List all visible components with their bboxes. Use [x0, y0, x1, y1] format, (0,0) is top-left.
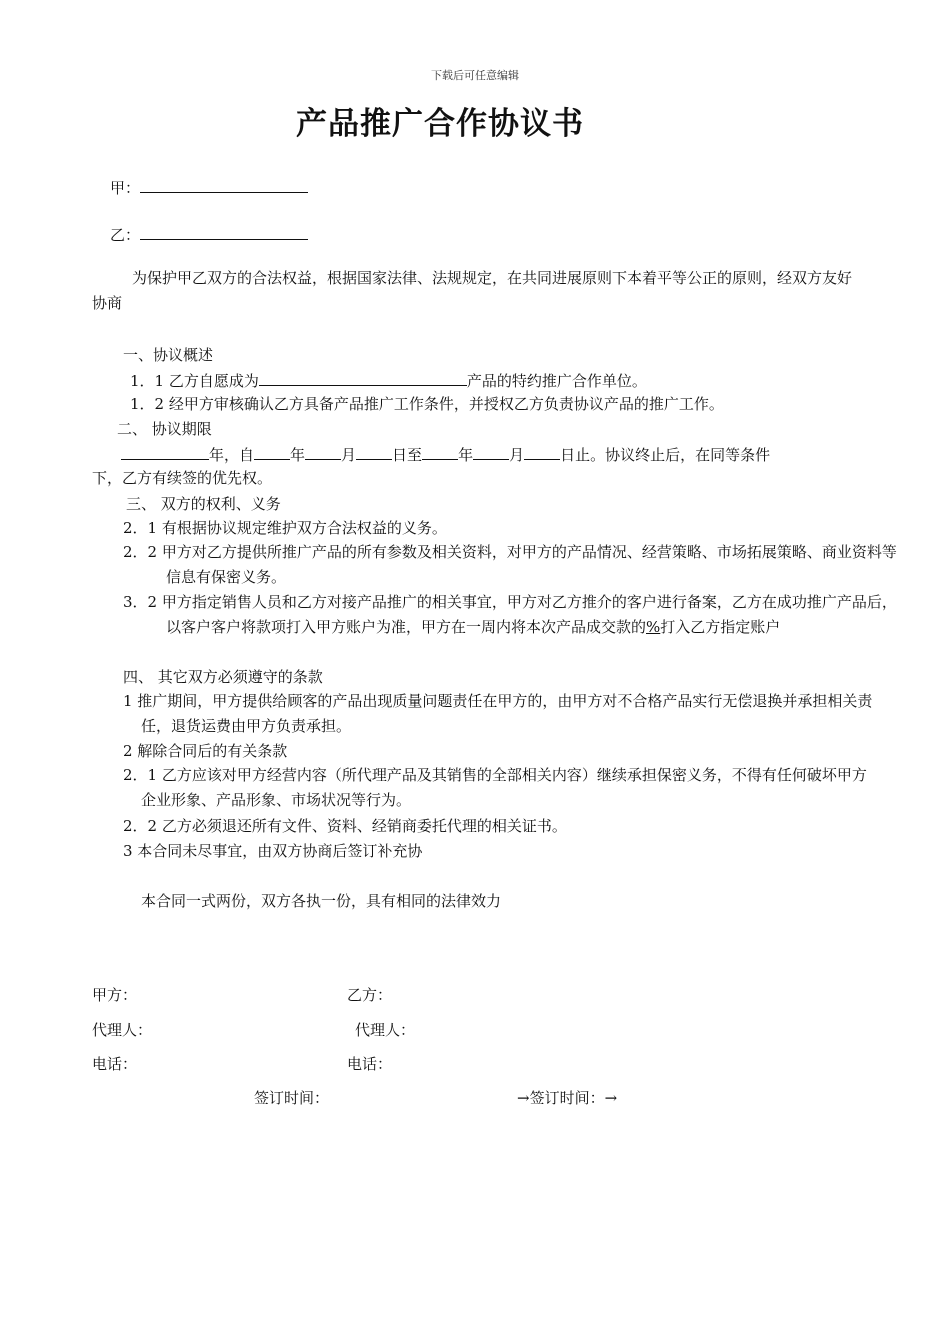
- section-2-heading: 二、 协议期限: [117, 420, 212, 438]
- section-4-item-4: 2．2 乙方必须退还所有文件、资料、经销商委托代理的相关证书。: [123, 817, 567, 835]
- party-a-blank[interactable]: [140, 176, 308, 193]
- item-3-2-tail: 打入乙方指定账户: [660, 618, 781, 636]
- header-note: 下载后可任意编辑: [431, 69, 519, 82]
- section-4-item-1: 1 推广期间，甲方提供给顾客的产品出现质量问题责任在甲方的，由甲方对不合格产品实行无偿退换并承担相关责任，退货运费由甲方负责承担。: [123, 692, 873, 735]
- sig-party-a: 甲方：: [92, 986, 138, 1004]
- end-day-blank[interactable]: [524, 443, 560, 460]
- section-4-item-3: 2．1 乙方应该对甲方经营内容（所代理产品及其销售的全部相关内容）继续承担保密义务，不得有任何破坏甲方企业形象、产品形象、市场状况等行为。: [123, 766, 867, 809]
- item-1-1-suffix: 产品的特约推广合作单位。: [466, 372, 647, 390]
- sig-date-b: →签订时间：→: [517, 1089, 618, 1107]
- party-b-label: 乙：: [110, 226, 141, 244]
- party-b-line: [110, 223, 308, 245]
- sig-phone-a: 电话：: [92, 1055, 138, 1073]
- party-a-label: 甲：: [110, 179, 141, 197]
- document-title: 产品推广合作协议书: [296, 106, 584, 142]
- preamble: 为保护甲乙双方的合法权益，根据国家法律、法规规定，在共同进展原则下本着平等公正的原则，经双方友好协商: [92, 269, 853, 312]
- item-3-2-text: 3．2 甲方指定销售人员和乙方对接产品推广的相关事宜，甲方对乙方推介的客户进行备案，乙方在成功推广产品后，以客户客户将款项打入甲方账户为准，甲方在一周内将本次产品成交款的: [123, 593, 897, 636]
- party-b-blank[interactable]: [140, 223, 308, 240]
- end-month-blank[interactable]: [473, 443, 509, 460]
- section-4-heading: 四、 其它双方必须遵守的条款: [123, 668, 323, 686]
- start-day-blank[interactable]: [356, 443, 392, 460]
- percent-mark: %: [646, 618, 661, 636]
- item-1-1-prefix: 1．1 乙方自愿成为: [130, 372, 259, 390]
- closing-statement: 本合同一式两份，双方各执一份，具有相同的法律效力: [141, 892, 502, 910]
- section-3-item-2: 2．2 甲方对乙方提供所推广产品的所有参数及相关资料，对甲方的产品情况、经营策略、市场拓展策略、商业资料等信息有保密义务。: [123, 543, 897, 586]
- section-3-item-1: 2．1 有根据协议规定维护双方合法权益的义务。: [123, 519, 447, 537]
- month-label: 月: [509, 446, 525, 464]
- product-name-blank[interactable]: [259, 369, 467, 386]
- day-to-label: 日至: [392, 446, 423, 464]
- end-year-blank[interactable]: [422, 443, 458, 460]
- sig-party-b: 乙方：: [347, 986, 393, 1004]
- party-a-line: [110, 176, 308, 198]
- section-1-item-2: 1．2 经甲方审核确认乙方具备产品推广工作条件，并授权乙方负责协议产品的推广工作。: [130, 395, 724, 413]
- section-3-heading: 三、 双方的权利、义务: [126, 495, 281, 513]
- sig-date-a: 签订时间：: [254, 1089, 330, 1107]
- section-1-heading: 一、协议概述: [123, 346, 214, 364]
- term-end-text: 日止。协议终止后，在同等条件: [560, 446, 771, 464]
- term-line-2: 下，乙方有续签的优先权。: [92, 469, 273, 487]
- term-years-blank[interactable]: [121, 443, 209, 460]
- month-label: 月: [341, 446, 357, 464]
- section-4-item-2: 2 解除合同后的有关条款: [123, 742, 288, 760]
- term-year-text: 年，自: [209, 446, 255, 464]
- sig-phone-b: 电话：: [347, 1055, 393, 1073]
- start-month-blank[interactable]: [305, 443, 341, 460]
- section-1-item-1: [130, 369, 647, 391]
- sig-agent-b: 代理人：: [355, 1021, 416, 1039]
- section-3-item-3: [123, 590, 904, 640]
- sig-agent-a: 代理人：: [92, 1021, 153, 1039]
- start-year-blank[interactable]: [254, 443, 290, 460]
- year-label: 年: [458, 446, 474, 464]
- term-line: [121, 443, 770, 465]
- year-label: 年: [290, 446, 306, 464]
- section-4-item-5: 3 本合同未尽事宜，由双方协商后签订补充协: [123, 842, 423, 860]
